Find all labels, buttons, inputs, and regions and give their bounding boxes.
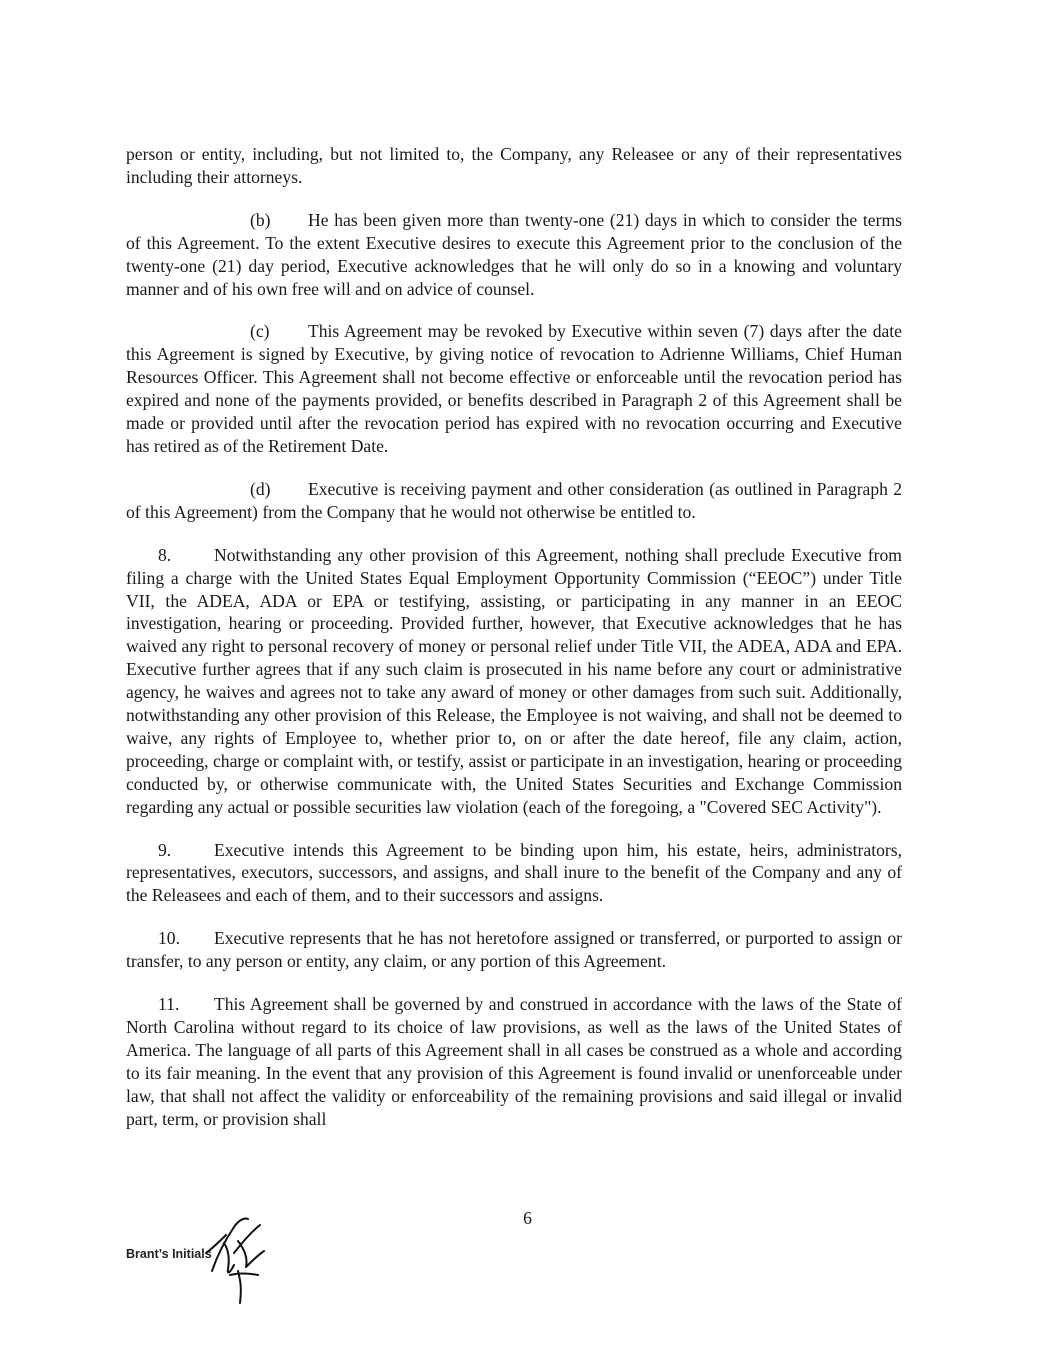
paragraph-c-label: (c) bbox=[250, 321, 270, 342]
initials-label: Brant’s Initials bbox=[126, 1247, 212, 1261]
section-8 bbox=[126, 544, 902, 819]
section-11-label: 11. bbox=[158, 994, 180, 1015]
paragraph-c-text: This Agreement may be revoked by Executive within seven (7) days after the date this Agreement is signed by Executive, by giving notice of revocation to Adrienne Williams, Chief Human Resources Officer. This Agreement shall not become effective or enforceable until the revocation period has expired and none of the payments provided, or benefits described in Paragraph 2 of this Agreement shall be made or provided until after the revocation period has expired with no revocation occurring and Executive has retired as of the Retirement Date. bbox=[126, 321, 902, 456]
section-11-text: This Agreement shall be governed by and construed in accordance with the laws of the State of North Carolina without regard to its choice of law provisions, as well as the laws of the United States of America. The language of all parts of this Agreement shall in all cases be construed as a whole and according to its fair meaning. In the event that any provision of this Agreement is found invalid or unenforceable under law, that shall not affect the validity or enforceability of the remaining provisions and said illegal or invalid part, term, or provision shall bbox=[126, 994, 902, 1129]
section-11 bbox=[126, 993, 902, 1130]
paragraph-d bbox=[126, 478, 902, 524]
paragraph-continuation: person or entity, including, but not limited to, the Company, any Releasee or any of their representatives including their attorneys. bbox=[126, 144, 902, 187]
section-9 bbox=[126, 839, 902, 908]
document-body bbox=[126, 143, 902, 1151]
page-number: 6 bbox=[523, 1208, 532, 1228]
section-8-text: Notwithstanding any other provision of this Agreement, nothing shall preclude Executive from filing a charge with the United States Equal Employment Opportunity Commission (“EEOC”) under Title VII, the ADEA, ADA or EPA or testifying, assisting, or participating in any manner in an EEOC investigation, hearing or proceeding. Provided further, however, that Executive acknowledges that he has waived any right to personal recovery of money or personal relief under Title VII, the ADEA, ADA and EPA. Executive further agrees that if any such claim is prosecuted in his name before any court or administrative agency, he waives and agrees not to take any award of money or other damages from such suit. Additionally, notwithstanding any other provision of this Release, the Employee is not waiving, and shall not be deemed to waive, any rights of Employee to, whether prior to, on or after the date hereof, file any claim, action, proceeding, charge or complaint with, or testify, assist or participate in an investigation, hearing or proceeding conducted by, or otherwise communicate with, the United States Securities and Exchange Commission regarding any actual or possible securities law violation (each of the foregoing, a "Covered SEC Activity"). bbox=[126, 544, 902, 817]
section-10-label: 10. bbox=[158, 928, 180, 949]
paragraph-b bbox=[126, 209, 902, 301]
paragraph-b-label: (b) bbox=[250, 209, 271, 230]
section-10 bbox=[126, 927, 902, 973]
section-9-text: Executive intends this Agreement to be binding upon him, his estate, heirs, administrators, representatives, executors, successors, and assigns, and shall inure to the benefit of the Company and any of the Releasees and each of them, and to their successors and assigns. bbox=[126, 839, 902, 906]
handwritten-initials-signature-icon bbox=[204, 1213, 282, 1305]
section-9-label: 9. bbox=[158, 839, 172, 860]
paragraph-d-text: Executive is receiving payment and other consideration (as outlined in Paragraph 2 of this Agreement) from the Company that he would not otherwise be entitled to. bbox=[126, 478, 902, 522]
section-8-label: 8. bbox=[158, 544, 172, 565]
paragraph-b-text: He has been given more than twenty-one (21) days in which to consider the terms of this Agreement. To the extent Executive desires to execute this Agreement prior to the conclusion of the twenty-one (21) day period, Executive acknowledges that he will only do so in a knowing and voluntary manner and of his own free will and on advice of counsel. bbox=[126, 209, 902, 299]
paragraph-c bbox=[126, 320, 902, 457]
section-10-text: Executive represents that he has not heretofore assigned or transferred, or purported to assign or transfer, to any person or entity, any claim, or any portion of this Agreement. bbox=[126, 928, 902, 972]
paragraph-d-label: (d) bbox=[250, 478, 271, 499]
